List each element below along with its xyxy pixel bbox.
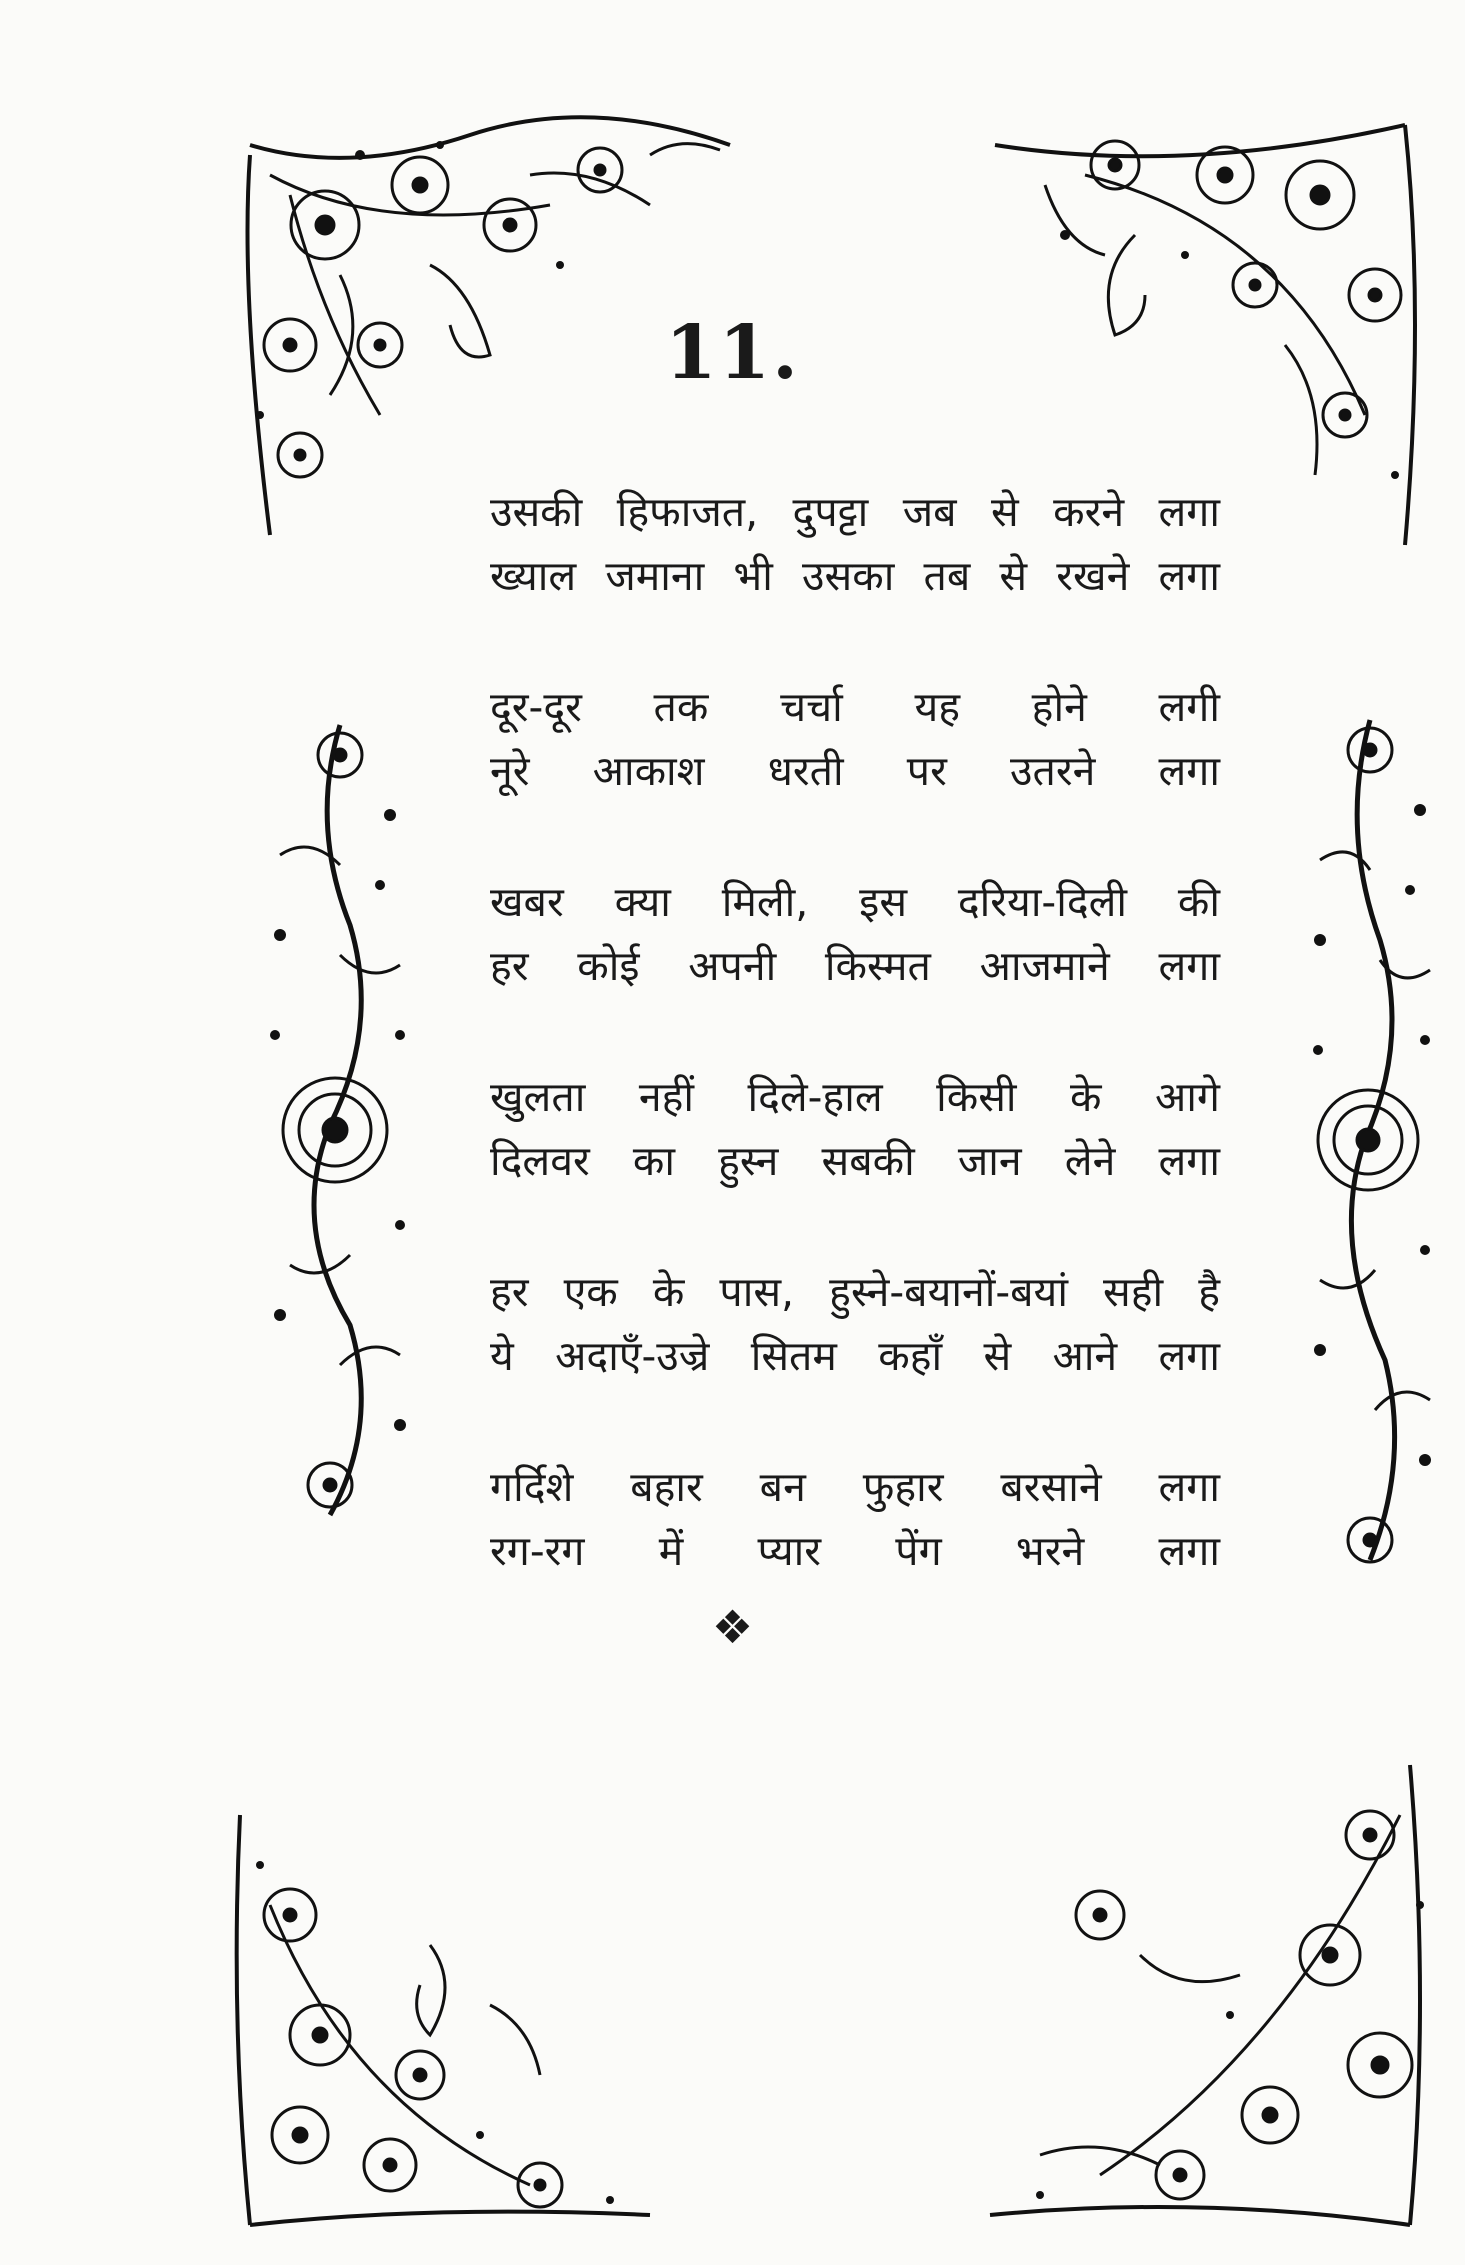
floral-vine-left-icon — [250, 705, 430, 1530]
poem — [490, 480, 1220, 1650]
stanza — [490, 480, 1220, 608]
poem-line: गर्दिशे बहार बन फुहार बरसाने लगा — [490, 1463, 1220, 1511]
poem-line: उसकी हिफाजत, दुपट्टा जब से करने लगा — [490, 488, 1220, 536]
poem-line: दूर-दूर तक चर्चा यह होने लगी — [490, 683, 1220, 731]
poem-line: ख्याल जमाना भी उसका तब से रखने लगा — [490, 552, 1220, 600]
stanza — [490, 1065, 1220, 1193]
floral-corner-bottom-right-icon — [980, 1755, 1440, 2235]
floral-corner-bottom-left-icon — [230, 1805, 660, 2235]
stanza — [490, 1455, 1220, 1583]
poem-line: हर एक के पास, हुस्ने-बयानों-बयां सही है — [490, 1268, 1220, 1316]
page-number: 11. — [665, 310, 800, 396]
end-ornament-icon: ❖ — [711, 1600, 754, 1654]
stanza — [490, 1260, 1220, 1388]
poem-line: ये अदाएँ-उज्रे सितम कहाँ से आने लगा — [490, 1332, 1220, 1380]
stanza — [490, 870, 1220, 998]
stanza — [490, 675, 1220, 803]
poem-line: खबर क्या मिली, इस दरिया-दिली की — [490, 878, 1220, 926]
poem-line: दिलवर का हुस्न सबकी जान लेने लगा — [490, 1137, 1220, 1185]
floral-vine-right-icon — [1300, 700, 1445, 1580]
poem-line: खुलता नहीं दिले-हाल किसी के आगे — [490, 1073, 1220, 1121]
poem-line: नूरे आकाश धरती पर उतरने लगा — [490, 747, 1220, 795]
poem-line: हर कोई अपनी किस्मत आजमाने लगा — [490, 942, 1220, 990]
poem-line: रग-रग में प्यार पेंग भरने लगा — [490, 1527, 1220, 1575]
